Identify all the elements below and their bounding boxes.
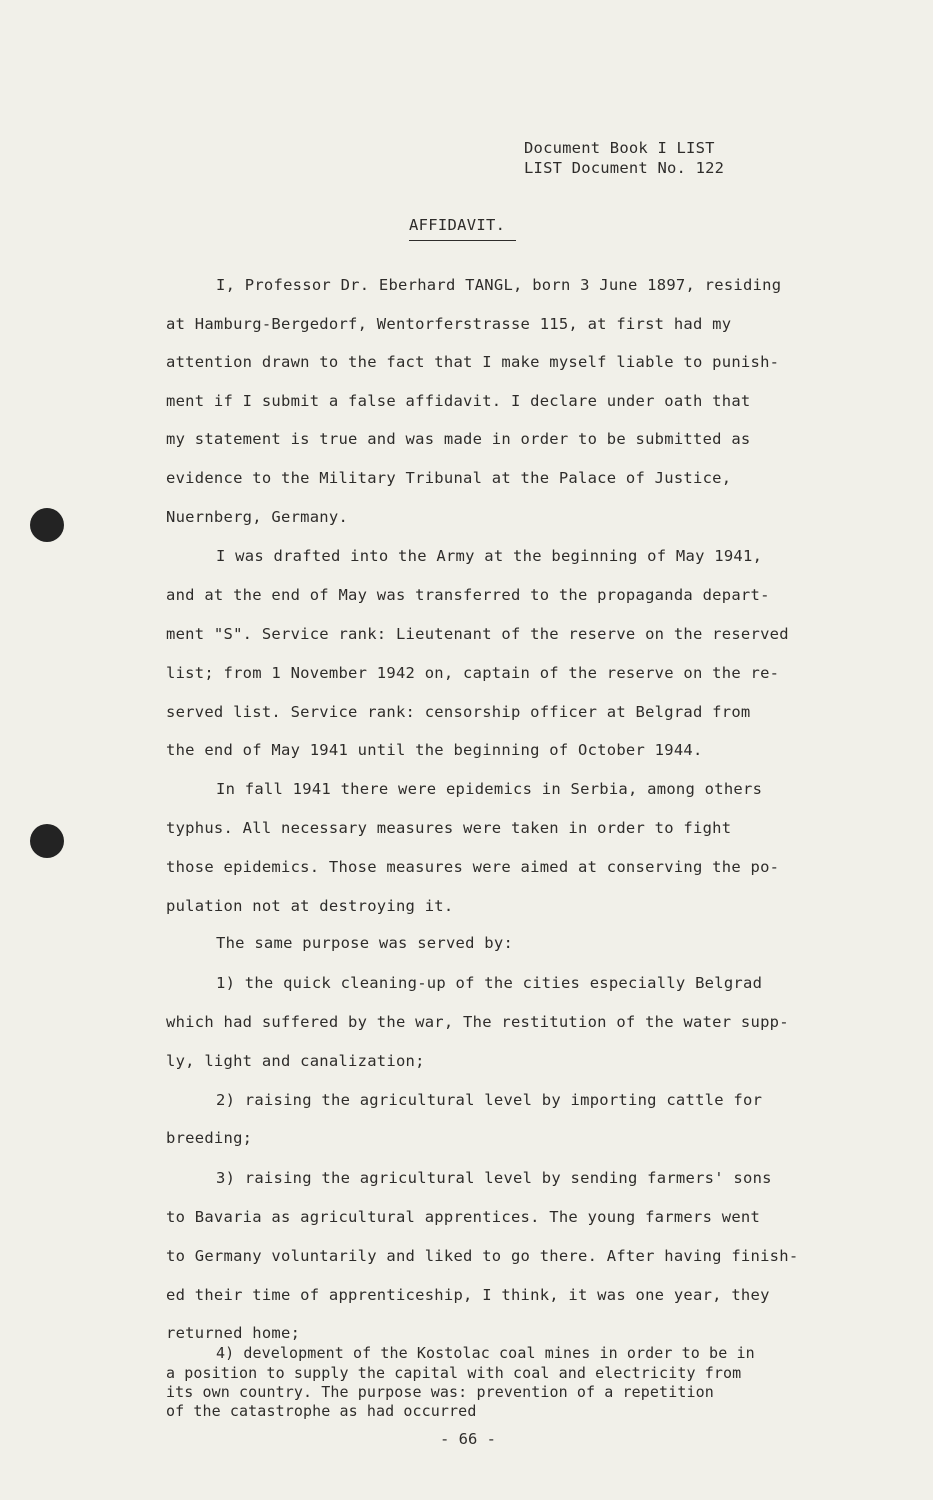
body-line: which had suffered by the war, The restitution of the water supp- <box>166 1013 789 1031</box>
body-line: 2) raising the agricultural level by importing cattle for <box>216 1091 763 1109</box>
body-line: evidence to the Military Tribunal at the Palace of Justice, <box>166 469 732 487</box>
punch-hole <box>30 824 64 858</box>
body-line: I was drafted into the Army at the beginning of May 1941, <box>216 547 763 565</box>
body-line: I, Professor Dr. Eberhard TANGL, born 3 June 1897, residing <box>216 276 782 294</box>
body-line: my statement is true and was made in order to be submitted as <box>166 430 751 448</box>
body-line: 3) raising the agricultural level by sending farmers' sons <box>216 1169 772 1187</box>
body-line: pulation not at destroying it. <box>166 897 454 915</box>
body-line: at Hamburg-Bergedorf, Wentorferstrasse 115, at first had my <box>166 315 732 333</box>
body-line-tight: its own country. The purpose was: prevention of a repetition <box>166 1383 714 1401</box>
body-line: ly, light and canalization; <box>166 1052 425 1070</box>
page-number: - 66 - <box>440 1430 496 1448</box>
punch-hole <box>30 508 64 542</box>
body-line: In fall 1941 there were epidemics in Serbia, among others <box>216 780 763 798</box>
body-line: attention drawn to the fact that I make myself liable to punish- <box>166 353 780 371</box>
body-line-tight: of the catastrophe as had occurred <box>166 1402 477 1420</box>
body-line: ed their time of apprenticeship, I think, it was one year, they <box>166 1286 770 1304</box>
body-line: served list. Service rank: censorship officer at Belgrad from <box>166 703 751 721</box>
document-header <box>524 138 724 178</box>
body-line-tight: 4) development of the Kostolac coal mines in order to be in <box>216 1344 755 1362</box>
title-underline <box>409 240 516 241</box>
body-line: returned home; <box>166 1324 301 1342</box>
body-line: typhus. All necessary measures were taken in order to fight <box>166 819 732 837</box>
body-line: list; from 1 November 1942 on, captain of the reserve on the re- <box>166 664 780 682</box>
header-line-doc-no: LIST Document No. 122 <box>524 159 725 177</box>
body-line: to Bavaria as agricultural apprentices. The young farmers went <box>166 1208 761 1226</box>
affidavit-title: AFFIDAVIT. <box>409 216 506 234</box>
body-line: ment if I submit a false affidavit. I declare under oath that <box>166 392 751 410</box>
body-line: those epidemics. Those measures were aimed at conserving the po- <box>166 858 780 876</box>
body-line: the end of May 1941 until the beginning of October 1944. <box>166 741 703 759</box>
body-line: Nuernberg, Germany. <box>166 508 349 526</box>
body-line: to Germany voluntarily and liked to go there. After having finish- <box>166 1247 799 1265</box>
body-line-tight: a position to supply the capital with coal and electricity from <box>166 1364 742 1382</box>
body-line: and at the end of May was transferred to the propaganda depart- <box>166 586 770 604</box>
body-line: ment "S". Service rank: Lieutenant of the reserve on the reserved <box>166 625 789 643</box>
header-line-book: Document Book I LIST <box>524 139 715 157</box>
body-line: The same purpose was served by: <box>216 934 514 952</box>
body-line: breeding; <box>166 1129 253 1147</box>
body-line: 1) the quick cleaning-up of the cities especially Belgrad <box>216 974 763 992</box>
